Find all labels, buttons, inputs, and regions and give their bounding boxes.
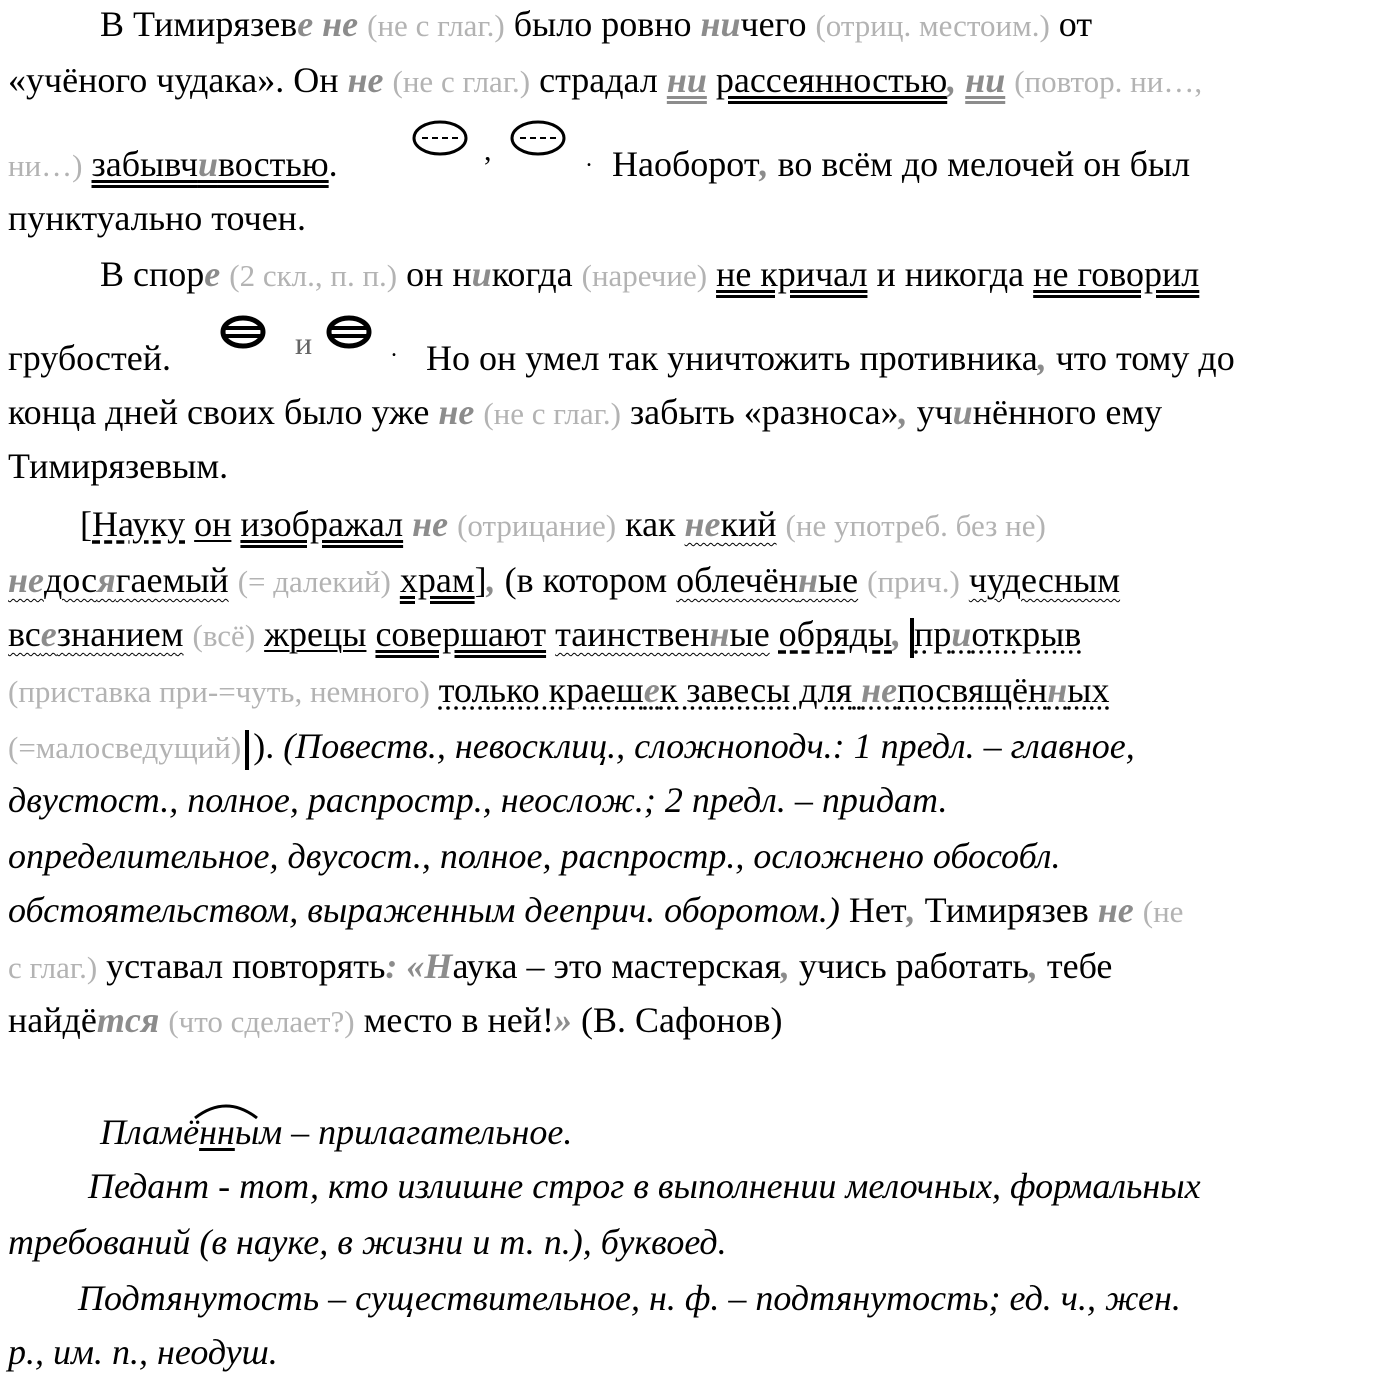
letter: н (797, 560, 818, 600)
attribute-word (676, 560, 858, 600)
particle: не (1097, 890, 1134, 930)
text: требований (в науке, в жизни и т. п.), буквоед. (8, 1222, 727, 1262)
text: Тимирязев (924, 890, 1089, 930)
letter: Н (424, 946, 453, 986)
text: страдал (539, 60, 658, 100)
note-3 (8, 1222, 727, 1262)
particle: не (438, 392, 475, 432)
text: учись работать (798, 946, 1029, 986)
bracket: ] (474, 560, 487, 600)
note-4 (78, 1278, 1181, 1318)
text: Нет (848, 890, 907, 930)
analysis: определительное, двусост., полное, распростр., осложнено обособл. (8, 836, 1061, 876)
hint: (всё) (192, 618, 256, 653)
text: ым – прилагательное. (234, 1112, 573, 1152)
text: уч (916, 392, 953, 432)
text: знанием (56, 614, 184, 654)
bracket: [ (80, 504, 92, 544)
text: ). (253, 726, 275, 766)
hint: (отриц. местоим.) (815, 8, 1050, 43)
letter: и (952, 392, 973, 432)
hint: (= далекий) (237, 564, 391, 599)
analysis: двустост., полное, распростр., неослож.; 2 предл. – придат. (8, 780, 948, 820)
attribute-word (555, 614, 770, 654)
object-word (92, 144, 329, 184)
object-word: Науку (92, 504, 186, 544)
text: во всём до мелочей он был (777, 144, 1191, 184)
ending: е (297, 4, 314, 44)
p3-line-8 (8, 890, 1183, 932)
p3-line-10 (8, 1000, 783, 1042)
p3-line-2 (8, 560, 1120, 602)
text: грубостей. (8, 338, 171, 378)
p2-line-2-cont (426, 338, 1235, 378)
comma: , (898, 392, 908, 432)
text: и никогда (876, 254, 1025, 294)
note-2 (88, 1166, 1201, 1206)
text: пунктуально точен. (8, 198, 306, 238)
hint: (повтор. ни…, (1014, 64, 1203, 99)
letter: е (40, 614, 57, 654)
predicate: не кричал (716, 254, 868, 294)
particle: не (412, 504, 449, 544)
text: нн (199, 1112, 235, 1152)
quote: « (406, 946, 425, 986)
predicate: изображал (240, 504, 404, 544)
ending: тся (96, 1000, 160, 1040)
letter: н (1047, 670, 1068, 710)
text: Но он умел так уничтожить противника (426, 338, 1038, 378)
text: дос (43, 560, 98, 600)
scheme-1-icon (400, 110, 600, 180)
period: . (328, 144, 338, 184)
hint: (не с глаг.) (483, 396, 621, 431)
particle: не (347, 60, 384, 100)
p3-line-5 (8, 726, 1135, 770)
p2-line-4 (8, 446, 228, 486)
hint: (что сделает?) (168, 1004, 355, 1039)
p3-line-9 (8, 946, 1112, 988)
text: забывч (91, 144, 198, 184)
comma: , (892, 614, 902, 654)
suffix-mark-icon (193, 1098, 259, 1120)
p1-line-2 (8, 60, 1202, 102)
adverbial-word (914, 614, 1081, 654)
predicate: не говорил (1033, 254, 1200, 294)
text: вс (8, 614, 41, 654)
p3-line-3 (8, 614, 1081, 658)
p2-line-3 (8, 392, 1162, 434)
text: ых (1067, 670, 1110, 710)
text: уставал повторять (106, 946, 386, 986)
text: р., им. п., неодуш. (8, 1332, 278, 1372)
text: облечён (676, 560, 798, 600)
hint: (не с глаг.) (367, 8, 505, 43)
predicate: совершают (375, 614, 547, 654)
text: место в ней! (363, 1000, 554, 1040)
predicate: храм (399, 560, 475, 600)
analysis: обстоятельством, выраженным дееприч. оборотом.) (8, 890, 840, 930)
attribute-word (685, 504, 777, 544)
analysis: (Повеств., невосклиц., сложноподч.: 1 предл. – главное, (283, 726, 1135, 766)
hint: (2 скл., п. п.) (229, 258, 398, 293)
prefix: не (684, 504, 721, 544)
attribute-word: чудесным (968, 560, 1121, 600)
text: когда (491, 254, 573, 294)
hint: (наречие) (581, 258, 708, 293)
letter: и (197, 144, 218, 184)
p3-line-6 (8, 780, 948, 820)
comma: , (947, 60, 957, 100)
author: (В. Сафонов) (580, 1000, 783, 1040)
comma: , (1028, 946, 1038, 986)
object-word: обряды (778, 614, 893, 654)
letter: е (643, 670, 660, 710)
text: открыв (971, 614, 1082, 654)
text: В спор (100, 254, 205, 294)
text: к завесы для (659, 670, 853, 710)
hint: ни…) (8, 148, 83, 183)
conjunction: и (295, 325, 313, 361)
p1-line-3-cont (612, 144, 1190, 184)
text: аука – это мастерская (452, 946, 781, 986)
svg-text:.: . (391, 336, 397, 362)
scheme-2-icon (215, 310, 415, 370)
text: востью (217, 144, 329, 184)
text: гаемый (115, 560, 229, 600)
prefix: ни (700, 4, 741, 44)
text: конца дней своих было уже (8, 392, 430, 432)
hint: (прич.) (867, 564, 960, 599)
subject: он (194, 504, 232, 544)
comma: , (486, 560, 496, 600)
p2-line-1 (100, 254, 1199, 296)
adverbial-phrase (439, 670, 1110, 710)
text: было ровно (513, 4, 692, 44)
text: забыть «разноса» (629, 392, 899, 432)
particle: ни (965, 60, 1006, 100)
hint: с глаг.) (8, 950, 98, 985)
p2-line-2 (8, 338, 171, 378)
comma: , (906, 890, 916, 930)
subject: жрецы (264, 614, 367, 654)
p1-line-3 (8, 144, 338, 186)
letter: н (709, 614, 730, 654)
p3-line-7 (8, 836, 1061, 876)
prefix: не (8, 560, 44, 600)
object-word: рассеянностью (715, 60, 948, 100)
p3-line-4 (8, 670, 1109, 712)
comma: , (780, 946, 790, 986)
comma: , (1037, 338, 1047, 378)
text: Наоборот (612, 144, 760, 184)
hint: (не употреб. без не) (785, 508, 1046, 543)
comma: , (759, 144, 769, 184)
text: от (1058, 4, 1093, 44)
text: он н (406, 254, 472, 294)
attribute-word (8, 614, 184, 654)
hint: (отрицание) (457, 508, 617, 543)
quote: » (553, 1000, 572, 1040)
note-5 (8, 1332, 278, 1372)
text: пр (914, 614, 952, 654)
letter: я (97, 560, 116, 600)
text: чего (740, 4, 807, 44)
text: Тимирязевым. (8, 446, 229, 486)
suffix (199, 1112, 235, 1152)
text: что тому до (1055, 338, 1235, 378)
hint: (=малосведущий) (8, 730, 242, 765)
text: таинствен (555, 614, 710, 654)
p3-line-1 (80, 504, 1046, 546)
text: «учёного чудака». Он (8, 60, 339, 100)
attribute-word (8, 560, 229, 600)
note-1 (100, 1112, 572, 1152)
prefix: не (861, 670, 898, 710)
letter: и (951, 614, 972, 654)
text: Пламё (100, 1112, 200, 1152)
ending: е (204, 254, 221, 294)
hint: (не с глаг.) (392, 64, 531, 99)
svg-text:,: , (484, 134, 492, 167)
letter: и (471, 254, 492, 294)
text: Педант - тот, кто излишне строг в выполнении мелочных, формальных (88, 1166, 1201, 1206)
text: нённого ему (972, 392, 1163, 432)
text: только краеш (438, 670, 644, 710)
text: посвящён (897, 670, 1048, 710)
text: как (625, 504, 676, 544)
phrase-border (245, 730, 249, 770)
colon: : (385, 946, 398, 986)
hint: (приставка при-=чуть, немного) (8, 674, 430, 709)
hint: (не (1142, 894, 1184, 929)
svg-text:.: . (586, 146, 592, 172)
p1-line-1 (100, 4, 1092, 46)
text: (в котором (504, 560, 668, 600)
text: кий (720, 504, 777, 544)
text: найдё (8, 1000, 97, 1040)
text: ые (817, 560, 859, 600)
text: Подтянутость – существительное, н. ф. – подтянутость; ед. ч., жен. (78, 1278, 1181, 1318)
text: тебе (1046, 946, 1113, 986)
particle: ни (666, 60, 707, 100)
p1-line-4 (8, 198, 306, 238)
text: ые (729, 614, 770, 654)
particle: не (322, 4, 359, 44)
text: В Тимирязев (100, 4, 298, 44)
